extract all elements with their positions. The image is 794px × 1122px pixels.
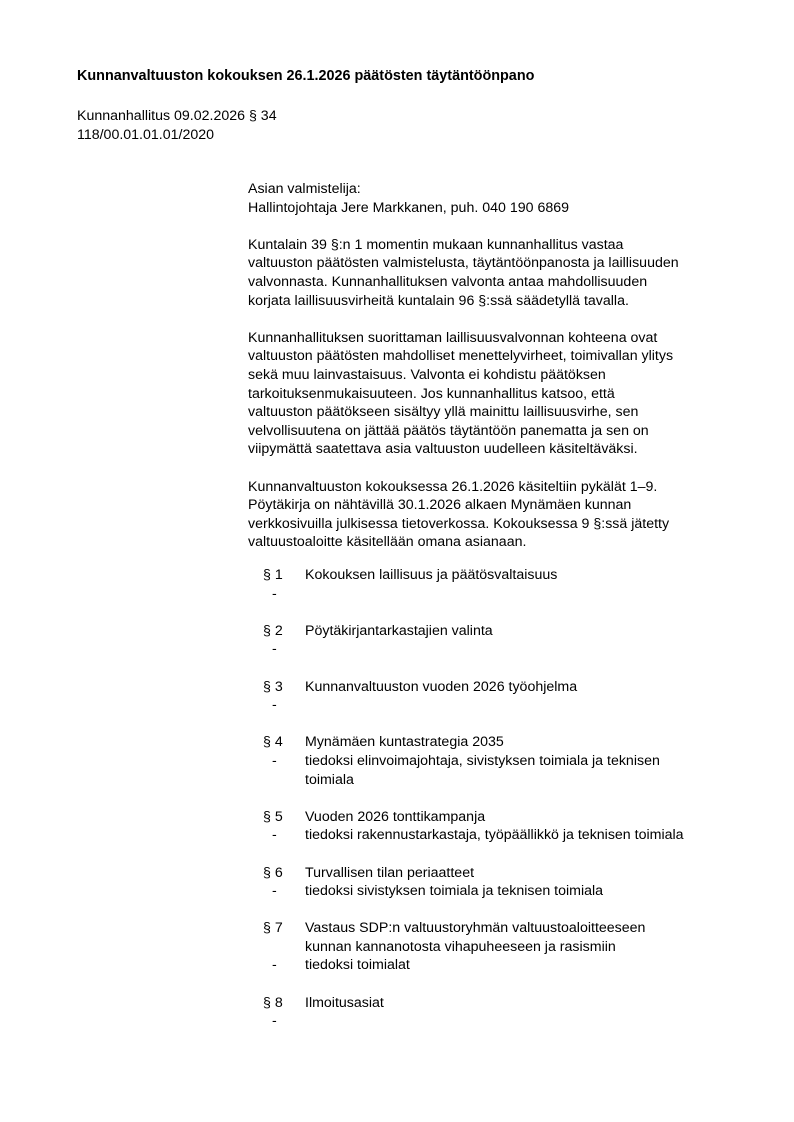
section-note bbox=[305, 585, 309, 604]
section-title-row bbox=[248, 733, 748, 752]
meeting-reference: Kunnanhallitus 09.02.2026 § 34 bbox=[77, 108, 277, 124]
document-body bbox=[248, 180, 748, 570]
paragraph-line: valtuuston päätökseen sisältyy yllä mainittu laillisuusvirhe, sen bbox=[248, 404, 639, 421]
section-note: tiedoksi toimialat bbox=[305, 957, 410, 974]
dash-marker: - bbox=[272, 585, 277, 602]
paragraph-line: Kunnanhallituksen suorittaman laillisuusvalvonnan kohteena ovat bbox=[248, 329, 658, 346]
dash-marker: - bbox=[272, 697, 277, 714]
meeting-summary-paragraph bbox=[248, 478, 748, 552]
section-title: Kunnanvaltuuston vuoden 2026 työohjelma bbox=[305, 678, 578, 695]
section-note-row bbox=[248, 640, 748, 659]
section-number: § 4 bbox=[263, 734, 283, 751]
section-item bbox=[248, 864, 748, 901]
section-title: Ilmoitusasiat bbox=[305, 994, 384, 1011]
supervision-paragraph bbox=[248, 329, 748, 459]
paragraph-line: Kuntalain 39 §:n 1 momentin mukaan kunnanhallitus vastaa bbox=[248, 236, 624, 253]
dash-marker: - bbox=[272, 957, 277, 974]
case-number: 118/00.01.01.01/2020 bbox=[77, 126, 215, 143]
section-note-row bbox=[248, 826, 748, 845]
section-title-row bbox=[248, 566, 748, 585]
section-title-row bbox=[248, 919, 748, 938]
section-title-row bbox=[248, 864, 748, 883]
section-title: Vuoden 2026 tonttikampanja bbox=[305, 808, 486, 825]
dash-marker: - bbox=[272, 883, 277, 900]
section-title-row bbox=[248, 622, 748, 641]
section-note-row bbox=[248, 696, 748, 715]
section-note-row bbox=[248, 956, 748, 975]
section-note: tiedoksi rakennustarkastaja, työpäällikkö ja teknisen toimiala bbox=[305, 827, 684, 844]
section-note-row bbox=[248, 771, 748, 790]
section-item bbox=[248, 919, 748, 975]
section-number: § 1 bbox=[263, 567, 283, 583]
section-number: § 2 bbox=[263, 622, 283, 639]
preparer-paragraph bbox=[248, 180, 748, 217]
paragraph-line: viipymättä saatettava asia valtuuston uudelleen käsiteltäväksi. bbox=[248, 441, 638, 458]
section-title: Kokouksen laillisuus ja päätösvaltaisuus bbox=[305, 567, 558, 583]
dash-marker: - bbox=[272, 641, 277, 658]
section-note-row bbox=[248, 752, 748, 771]
paragraph-line: valtuustoaloitte käsitellään omana asianaan. bbox=[248, 534, 527, 551]
legal-basis-paragraph bbox=[248, 236, 748, 310]
section-note: toimiala bbox=[305, 771, 354, 788]
document-title: Kunnanvaltuuston kokouksen 26.1.2026 päätösten täytäntöönpano bbox=[77, 68, 535, 84]
section-note bbox=[305, 696, 309, 715]
section-number: § 7 bbox=[263, 920, 283, 937]
section-note bbox=[305, 1012, 309, 1031]
section-number: § 3 bbox=[263, 678, 283, 695]
section-number: § 6 bbox=[263, 864, 283, 881]
paragraph-line: sekä muu lainvastaisuus. Valvonta ei kohdistu päätöksen bbox=[248, 366, 606, 383]
section-title: kunnan kannanotosta vihapuheeseen ja rasismiin bbox=[305, 938, 616, 955]
section-item bbox=[248, 622, 748, 659]
section-note: tiedoksi elinvoimajohtaja, sivistyksen toimiala ja teknisen bbox=[305, 752, 660, 769]
section-title: Vastaus SDP:n valtuustoryhmän valtuustoaloitteeseen bbox=[305, 920, 646, 937]
dash-marker: - bbox=[272, 752, 277, 769]
document-meta bbox=[77, 107, 277, 144]
paragraph-line: verkkosivuilla julkisessa tietoverkossa. Kokouksessa 9 §:ssä jätetty bbox=[248, 515, 670, 532]
section-item bbox=[248, 994, 748, 1031]
section-number bbox=[248, 938, 305, 957]
section-item bbox=[248, 733, 748, 789]
section-title: Turvallisen tilan periaatteet bbox=[305, 864, 475, 881]
section-list bbox=[248, 566, 748, 1049]
dash-marker: - bbox=[272, 1013, 277, 1030]
paragraph-line: valtuuston päätösten valmistelusta, täytäntöönpanosta ja laillisuuden bbox=[248, 255, 679, 272]
section-title: Mynämäen kuntastrategia 2035 bbox=[305, 734, 504, 751]
paragraph-line: valtuuston päätösten mahdolliset menettelyvirheet, toimivallan ylitys bbox=[248, 348, 674, 365]
section-note-row bbox=[248, 1012, 748, 1031]
dash-marker: - bbox=[272, 827, 277, 844]
section-title-row bbox=[248, 808, 748, 827]
section-item bbox=[248, 678, 748, 715]
section-note-row bbox=[248, 585, 748, 604]
section-note: tiedoksi sivistyksen toimiala ja teknisen toimiala bbox=[305, 883, 604, 900]
section-title-row bbox=[248, 678, 748, 697]
section-note bbox=[305, 640, 309, 659]
section-number: § 8 bbox=[263, 994, 283, 1011]
paragraph-line: Asian valmistelija: bbox=[248, 181, 361, 197]
section-number: § 5 bbox=[263, 808, 283, 825]
paragraph-line: velvollisuutena on jättää päätös täytäntöön panematta ja sen on bbox=[248, 422, 649, 439]
section-item bbox=[248, 808, 748, 845]
section-title-row bbox=[248, 938, 748, 957]
paragraph-line: Hallintojohtaja Jere Markkanen, puh. 040 190 6869 bbox=[248, 199, 570, 216]
section-title: Pöytäkirjantarkastajien valinta bbox=[305, 622, 493, 639]
paragraph-line: korjata laillisuusvirheitä kuntalain 96 §:ssä säädetyllä tavalla. bbox=[248, 292, 629, 309]
section-title-row bbox=[248, 994, 748, 1013]
paragraph-line: Pöytäkirja on nähtävillä 30.1.2026 alkaen Mynämäen kunnan bbox=[248, 497, 632, 514]
paragraph-line: Kunnanvaltuuston kokouksessa 26.1.2026 käsiteltiin pykälät 1–9. bbox=[248, 478, 658, 495]
section-item bbox=[248, 566, 748, 603]
section-note-row bbox=[248, 882, 748, 901]
paragraph-line: valvonnasta. Kunnanhallituksen valvonta antaa mahdollisuuden bbox=[248, 273, 648, 290]
dash-marker bbox=[248, 771, 305, 790]
paragraph-line: tarkoituksenmukaisuuteen. Jos kunnanhallitus katsoo, että bbox=[248, 385, 615, 402]
